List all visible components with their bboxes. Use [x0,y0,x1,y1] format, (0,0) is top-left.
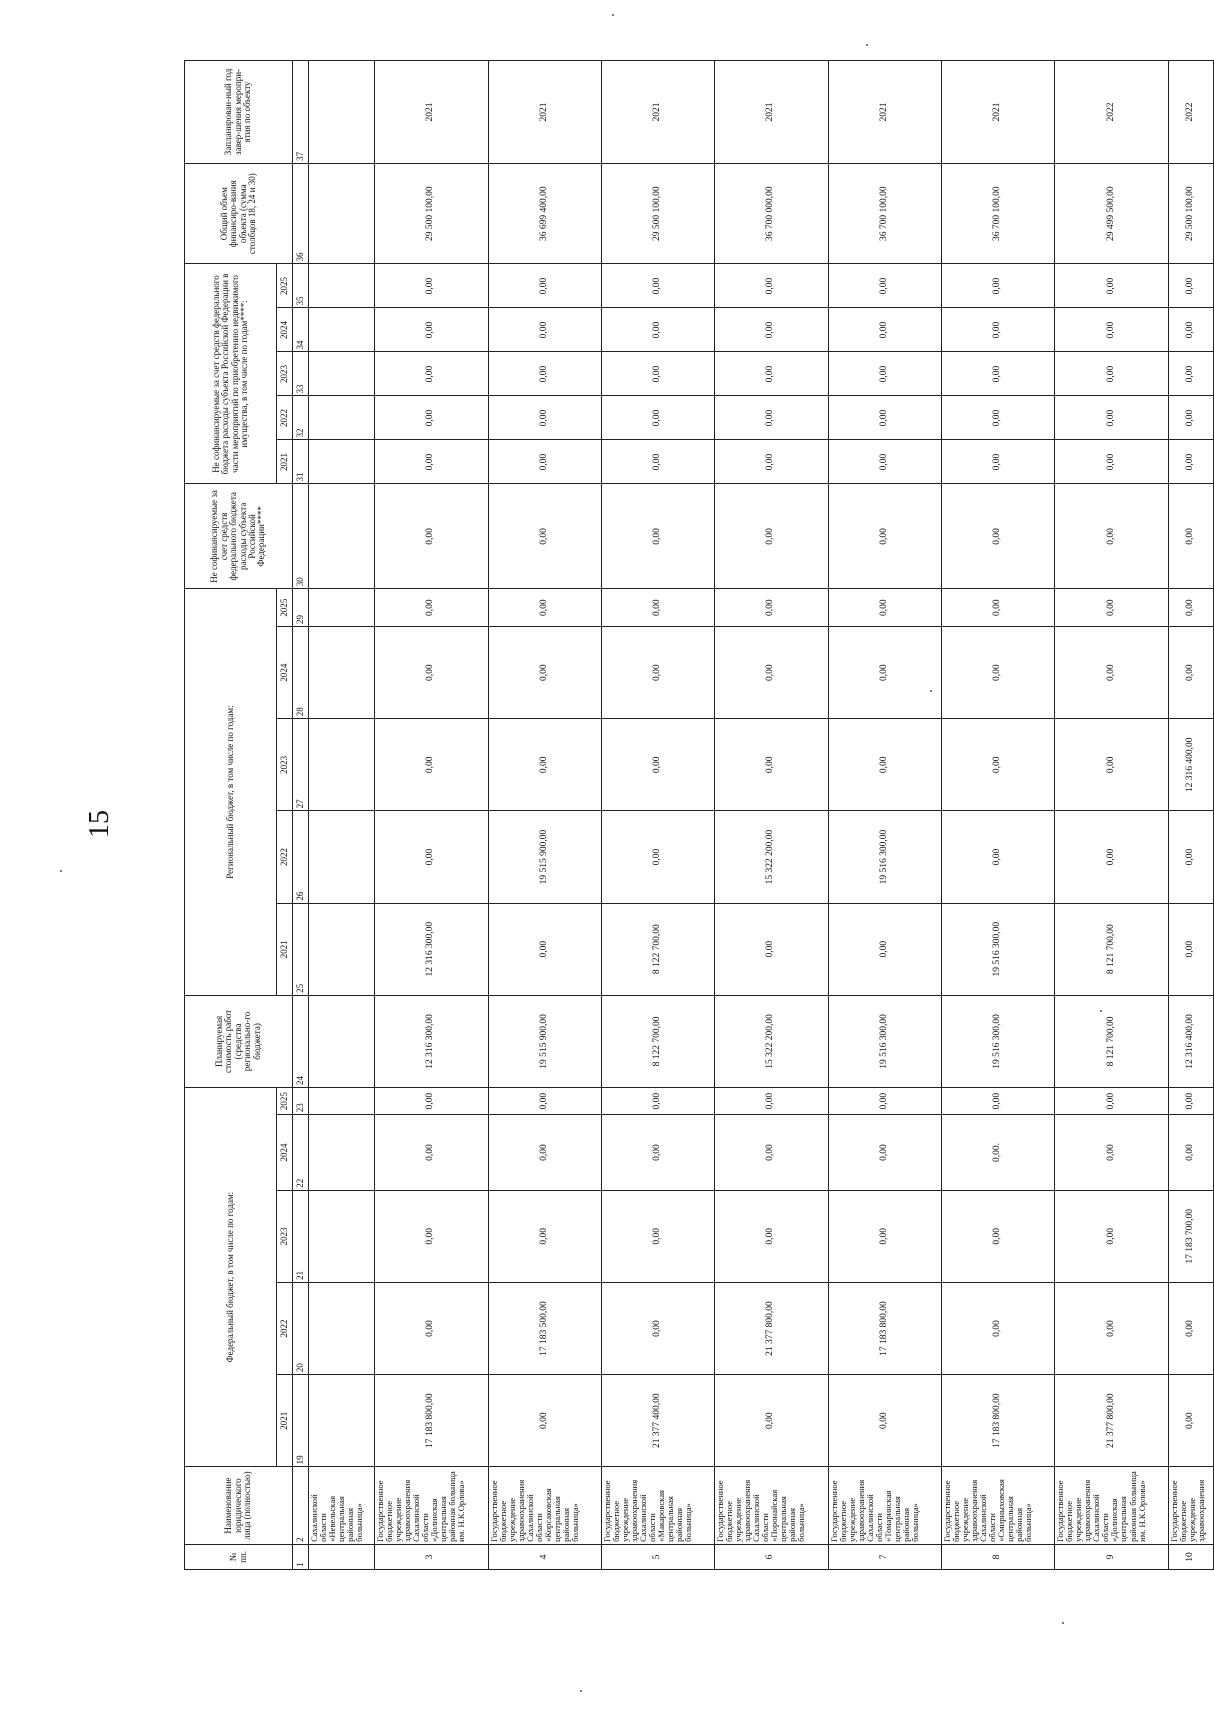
cell-federal: 0,00 [375,1115,488,1190]
cell-federal: 17 183 800,00 [828,1282,941,1374]
cell-nonco-prop: 0,00 [375,352,488,396]
year-cell: 2024 [277,1115,293,1190]
cell-nonco-prop: 0,00 [375,396,488,440]
cell-regional: 0,00 [828,719,941,811]
cell-regional: 19 516 300,00 [828,811,941,903]
cell-federal: 0,00 [488,1115,601,1190]
cell-total: 36 699 400,00 [488,163,601,264]
cell-nonco-prop: 0,00 [1168,352,1213,396]
cell-nonco-prop: 0,00 [828,264,941,308]
cell-federal: 0,00 [1055,1282,1168,1374]
cell-name: Государственное бюджетное учреждение здравоохранения Сахалинской области «Смирныховская центральная районная больница» [942,1467,1055,1545]
cell-nonco-prop: 0,00 [375,308,488,352]
cell-regional: 0,00 [828,903,941,995]
cell-nonco-prop: 0,00 [715,352,828,396]
cell-nonco-prop: 0,00 [488,352,601,396]
cell-federal: 17 183 800,00 [375,1375,488,1467]
table-row [715,61,828,1570]
cell-nonco-prop: 0,00 [1055,396,1168,440]
cell-regional: 12 316 400,00 [1168,719,1213,811]
cell-regional: 0,00 [601,719,714,811]
cell-nonco-prop: 0,00 [715,264,828,308]
cell-name: Государственное бюджетное учреждение здравоохранения Сахалинской области «Долинская центральная районная больница им. Н.К.Орлова» [375,1467,488,1545]
cell-federal: 21 377 800,00 [1055,1375,1168,1467]
cell-nonco: 0,00 [375,484,488,589]
cell-nonco-prop: 0,00 [942,352,1055,396]
cell-federal: 0,00 [1055,1088,1168,1115]
cell-num: 8 [942,1544,1055,1569]
cell-federal: 17 183 500,00 [488,1282,601,1374]
header-name: Наименование юридического лица (полностью) [185,1467,293,1545]
cell-nonco-prop: 0,00 [1055,308,1168,352]
cell-regional: 0,00 [1168,589,1213,627]
header-row [185,61,277,1570]
cell-nonco-prop: 0,00 [601,440,714,484]
cell-nonco-prop: 0,00 [942,440,1055,484]
year-cell: 2025 [277,1088,293,1115]
cell-regional: 0,00 [488,903,601,995]
table-body [293,61,1214,1570]
cell-regional: 0,00 [1055,811,1168,903]
cell-regional: 0,00 [715,589,828,627]
cell-federal: 0,00 [715,1088,828,1115]
cell-nonco-prop: 0,00 [942,308,1055,352]
year-cell: 2024 [277,308,293,352]
year-cell: 2021 [277,440,293,484]
cell-federal: 0,00 [1168,1375,1213,1467]
cell-federal: 0,00 [942,1282,1055,1374]
cell-federal: 17 183 700,00 [1168,1190,1213,1282]
col-number: 36 [293,163,309,264]
col-number: 1 [293,1544,309,1569]
scan-speck [866,44,868,46]
cell-nonco-prop: 0,00 [715,308,828,352]
cell-regional: 0,00 [1168,903,1213,995]
cell-regional: 19 516 300,00 [942,903,1055,995]
cell-nonco-prop: 0,00 [488,264,601,308]
cell-nonco-prop: 0,00 [1055,264,1168,308]
column-number-row [293,61,309,1570]
cell-regional: 0,00 [601,627,714,719]
cell-planned: 19 516 300,00 [942,995,1055,1087]
col-number: 27 [293,719,309,811]
cell-nonco-prop: 0,00 [1168,396,1213,440]
table-row [601,61,714,1570]
cell-regional: 0,00 [1055,589,1168,627]
year-cell: 2025 [277,264,293,308]
cell-num: 5 [601,1544,714,1569]
header-federal: Федеральный бюджет, в том числе по годам: [185,1088,277,1467]
cell-regional: 0,00 [828,589,941,627]
col-number: 33 [293,352,309,396]
cell-regional: 0,00 [828,627,941,719]
col-number: 22 [293,1115,309,1190]
header-num: № пп. [185,1544,293,1569]
cell-nonco-prop: 0,00 [601,308,714,352]
cell-total: 36 700 100,00 [942,163,1055,264]
cell-regional: 0,00 [375,811,488,903]
header-regional: Региональный бюджет, в том числе по годам: [185,589,277,996]
funding-table [184,60,1214,1570]
cell-regional: 0,00 [601,589,714,627]
cell-nonco-prop: 0,00 [375,440,488,484]
cell-year: 2022 [1168,61,1213,164]
year-cell: 2025 [277,589,293,627]
cell-regional: 0,00 [488,719,601,811]
cell-regional: 8 121 700,00 [1055,903,1168,995]
cell-nonco-prop: 0,00 [715,396,828,440]
header-nonco: Не софинансируемые за счет средств федерального бюджета расходы субъекта Российской Федерации**** [185,484,293,589]
header-planned: Планируемая стоимость работ (средства регионально-го бюджета) [185,995,293,1087]
cell-regional: 0,00 [942,811,1055,903]
cell-nonco-prop: 0,00 [1055,352,1168,396]
cell-federal: 0,00 [1055,1190,1168,1282]
col-number: 28 [293,627,309,719]
cell-regional: 19 515 900,00 [488,811,601,903]
cell-federal: 0,00 [601,1088,714,1115]
cell-total: 29 500 100,00 [375,163,488,264]
cell-federal: 0,00 [488,1088,601,1115]
year-cell: 2024 [277,627,293,719]
cell-year: 2022 [1055,61,1168,164]
cell-federal: 0,00 [601,1115,714,1190]
cell-name: Государственное бюджетное учреждение здравоохранения Сахалинской области «Корсаковская центральная районная больница» [488,1467,601,1545]
cell-name: Сахалинской области «Невельская центральная районная больница» [309,1467,375,1545]
col-number: 20 [293,1282,309,1374]
cell-nonco-prop: 0,00 [601,396,714,440]
col-number: 21 [293,1190,309,1282]
year-cell: 2023 [277,1190,293,1282]
year-cell: 2022 [277,811,293,903]
cell-nonco-prop: 0,00 [488,308,601,352]
cell-total: 36 700 000,00 [715,163,828,264]
cell-nonco-prop: 0,00 [601,352,714,396]
rotated-table-wrapper [184,60,1214,1570]
cell-federal: 0,00 [715,1115,828,1190]
cell-federal: 0,00 [942,1088,1055,1115]
cell-total: 36 700 100,00 [828,163,941,264]
cell-regional: 0,00 [488,589,601,627]
cell-name: Государственное бюджетное учреждение здравоохранения [1168,1467,1213,1545]
cell-regional: 0,00 [942,627,1055,719]
year-cell: 2021 [277,1375,293,1467]
scan-speck [580,1690,582,1692]
cell-nonco-prop: 0,00 [828,352,941,396]
cell-total: 29 500 100,00 [1168,163,1213,264]
table-row [828,61,941,1570]
cell-federal: 0,00 [828,1190,941,1282]
col-number: 25 [293,903,309,995]
cell-planned: 8 121 700,00 [1055,995,1168,1087]
cell-name: Государственное бюджетное учреждение здравоохранения Сахалинской области «Макаровская центральная районная больница» [601,1467,714,1545]
cell-nonco: 0,00 [1055,484,1168,589]
cell-year: 2021 [828,61,941,164]
cell-federal: 0,00 [828,1375,941,1467]
cell-regional: 0,00 [488,627,601,719]
page-number: 15 [84,810,115,838]
col-number: 35 [293,264,309,308]
cell-nonco-prop: 0,00 [601,264,714,308]
cell-federal: 0,00 [375,1282,488,1374]
cell-regional: 0,00 [1055,719,1168,811]
cell-planned: 19 516 300,00 [828,995,941,1087]
col-number: 37 [293,61,309,164]
year-cell: 2023 [277,352,293,396]
cell-total: 29 499 500,00 [1055,163,1168,264]
cell-num: 9 [1055,1544,1168,1569]
col-number: 32 [293,396,309,440]
cell-nonco-prop: 0,00 [1168,308,1213,352]
cell-nonco: 0,00 [488,484,601,589]
cell-federal: 0,00 [942,1190,1055,1282]
cell-nonco: 0,00 [601,484,714,589]
scan-speck [1100,1010,1102,1012]
cell-federal: 0,00 [1168,1115,1213,1190]
cell-regional: 15 322 200,00 [715,811,828,903]
cell-nonco: 0,00 [828,484,941,589]
scan-speck [930,690,932,692]
cell-regional: 0,00 [375,589,488,627]
cell-regional: 0,00 [375,627,488,719]
header-years-row [277,61,293,1570]
cell-federal: 0,00 [715,1190,828,1282]
cell-name: Государственное бюджетное учреждение здравоохранения Сахалинской области «Поронайская центральная районная больница» [715,1467,828,1545]
cell-regional: 0,00 [942,719,1055,811]
year-cell: 2021 [277,903,293,995]
cell-federal: 0,00 [488,1190,601,1282]
cell-federal: 0,00. [942,1115,1055,1190]
cell-year: 2021 [942,61,1055,164]
col-number: 34 [293,308,309,352]
cell-nonco-prop: 0,00 [1168,264,1213,308]
cell-nonco: 0,00 [715,484,828,589]
cell-year: 2021 [488,61,601,164]
cell-federal: 0,00 [1168,1088,1213,1115]
cell-total: 29 500 100,00 [601,163,714,264]
cell-nonco: 0,00 [942,484,1055,589]
cell-federal: 0,00 [715,1375,828,1467]
cell-federal: 17 183 800,00 [942,1375,1055,1467]
cell-nonco-prop: 0,00 [375,264,488,308]
cell-regional: 0,00 [715,719,828,811]
cell-federal: 0,00 [1055,1115,1168,1190]
cell-nonco-prop: 0,00 [715,440,828,484]
cell-federal: 0,00 [601,1190,714,1282]
col-number: 2 [293,1467,309,1545]
cell-regional: 0,00 [1168,811,1213,903]
cell-planned: 12 316 300,00 [375,995,488,1087]
cell-nonco-prop: 0,00 [1168,440,1213,484]
cell-federal: 0,00 [1168,1282,1213,1374]
cell-regional: 0,00 [1168,627,1213,719]
cell-planned: 15 322 200,00 [715,995,828,1087]
cell-year: 2021 [375,61,488,164]
cell-federal: 0,00 [488,1375,601,1467]
cell-name: Государственное бюджетное учреждение здравоохранения Сахалинской области «Томаринская центральная районная больница» [828,1467,941,1545]
header-year: Запланирован-ный год завер-шения меропри-ятия по объекту [185,61,293,164]
cell-nonco-prop: 0,00 [828,396,941,440]
cell-federal: 0,00 [375,1088,488,1115]
cell-federal: 21 377 800,00 [715,1282,828,1374]
cell-year: 2021 [715,61,828,164]
cell-name: Государственное бюджетное учреждение здравоохранения Сахалинской области «Долинская центральная районная больница им. Н.К.Орлова» [1055,1467,1168,1545]
year-cell: 2022 [277,1282,293,1374]
cell-year: 2021 [601,61,714,164]
cell-planned: 12 316 400,00 [1168,995,1213,1087]
continuation-row [309,61,375,1570]
cell-num [309,1544,375,1569]
year-cell: 2023 [277,719,293,811]
cell-regional: 0,00 [942,589,1055,627]
cell-regional: 0,00 [375,719,488,811]
header-total: Общий объем финансиро-вания объекта (сумма столбцов 18, 24 и 30) [185,163,293,264]
cell-nonco-prop: 0,00 [488,440,601,484]
cell-num: 10 [1168,1544,1213,1569]
cell-nonco-prop: 0,00 [828,440,941,484]
col-number: 26 [293,811,309,903]
cell-regional: 0,00 [1055,627,1168,719]
cell-federal: 0,00 [828,1115,941,1190]
scan-speck [60,870,62,872]
col-number: 19 [293,1375,309,1467]
col-number: 23 [293,1088,309,1115]
cell-planned: 19 515 900,00 [488,995,601,1087]
col-number: 29 [293,589,309,627]
cell-nonco-prop: 0,00 [488,396,601,440]
cell-num: 4 [488,1544,601,1569]
cell-federal: 0,00 [601,1282,714,1374]
year-cell: 2022 [277,396,293,440]
cell-federal: 21 377 400,00 [601,1375,714,1467]
table-row [942,61,1055,1570]
col-number: 31 [293,440,309,484]
cell-nonco-prop: 0,00 [942,264,1055,308]
header-nonco-prop: Не софинансируемые за счет средств федерального бюджета расходы субъекта Российской Федерации в части мероприятий по приобретению недвижимого имущества, в том числе по годам****: [185,264,277,484]
cell-federal: 0,00 [828,1088,941,1115]
col-number: 30 [293,484,309,589]
table-row [1055,61,1168,1570]
scan-speck [1062,1622,1064,1624]
cell-federal: 0,00 [375,1190,488,1282]
cell-regional: 0,00 [601,811,714,903]
cell-num: 3 [375,1544,488,1569]
cell-regional: 0,00 [715,627,828,719]
cell-nonco: 0,00 [1168,484,1213,589]
cell-nonco-prop: 0,00 [942,396,1055,440]
cell-regional: 12 316 300,00 [375,903,488,995]
cell-num: 7 [828,1544,941,1569]
cell-regional: 0,00 [715,903,828,995]
cell-nonco-prop: 0,00 [1055,440,1168,484]
cell-num: 6 [715,1544,828,1569]
cell-nonco-prop: 0,00 [828,308,941,352]
table-row [488,61,601,1570]
scan-speck [612,14,614,16]
cell-planned: 8 122 700,00 [601,995,714,1087]
table-row [1168,61,1213,1570]
cell-regional: 8 122 700,00 [601,903,714,995]
col-number: 24 [293,995,309,1087]
table-row [375,61,488,1570]
